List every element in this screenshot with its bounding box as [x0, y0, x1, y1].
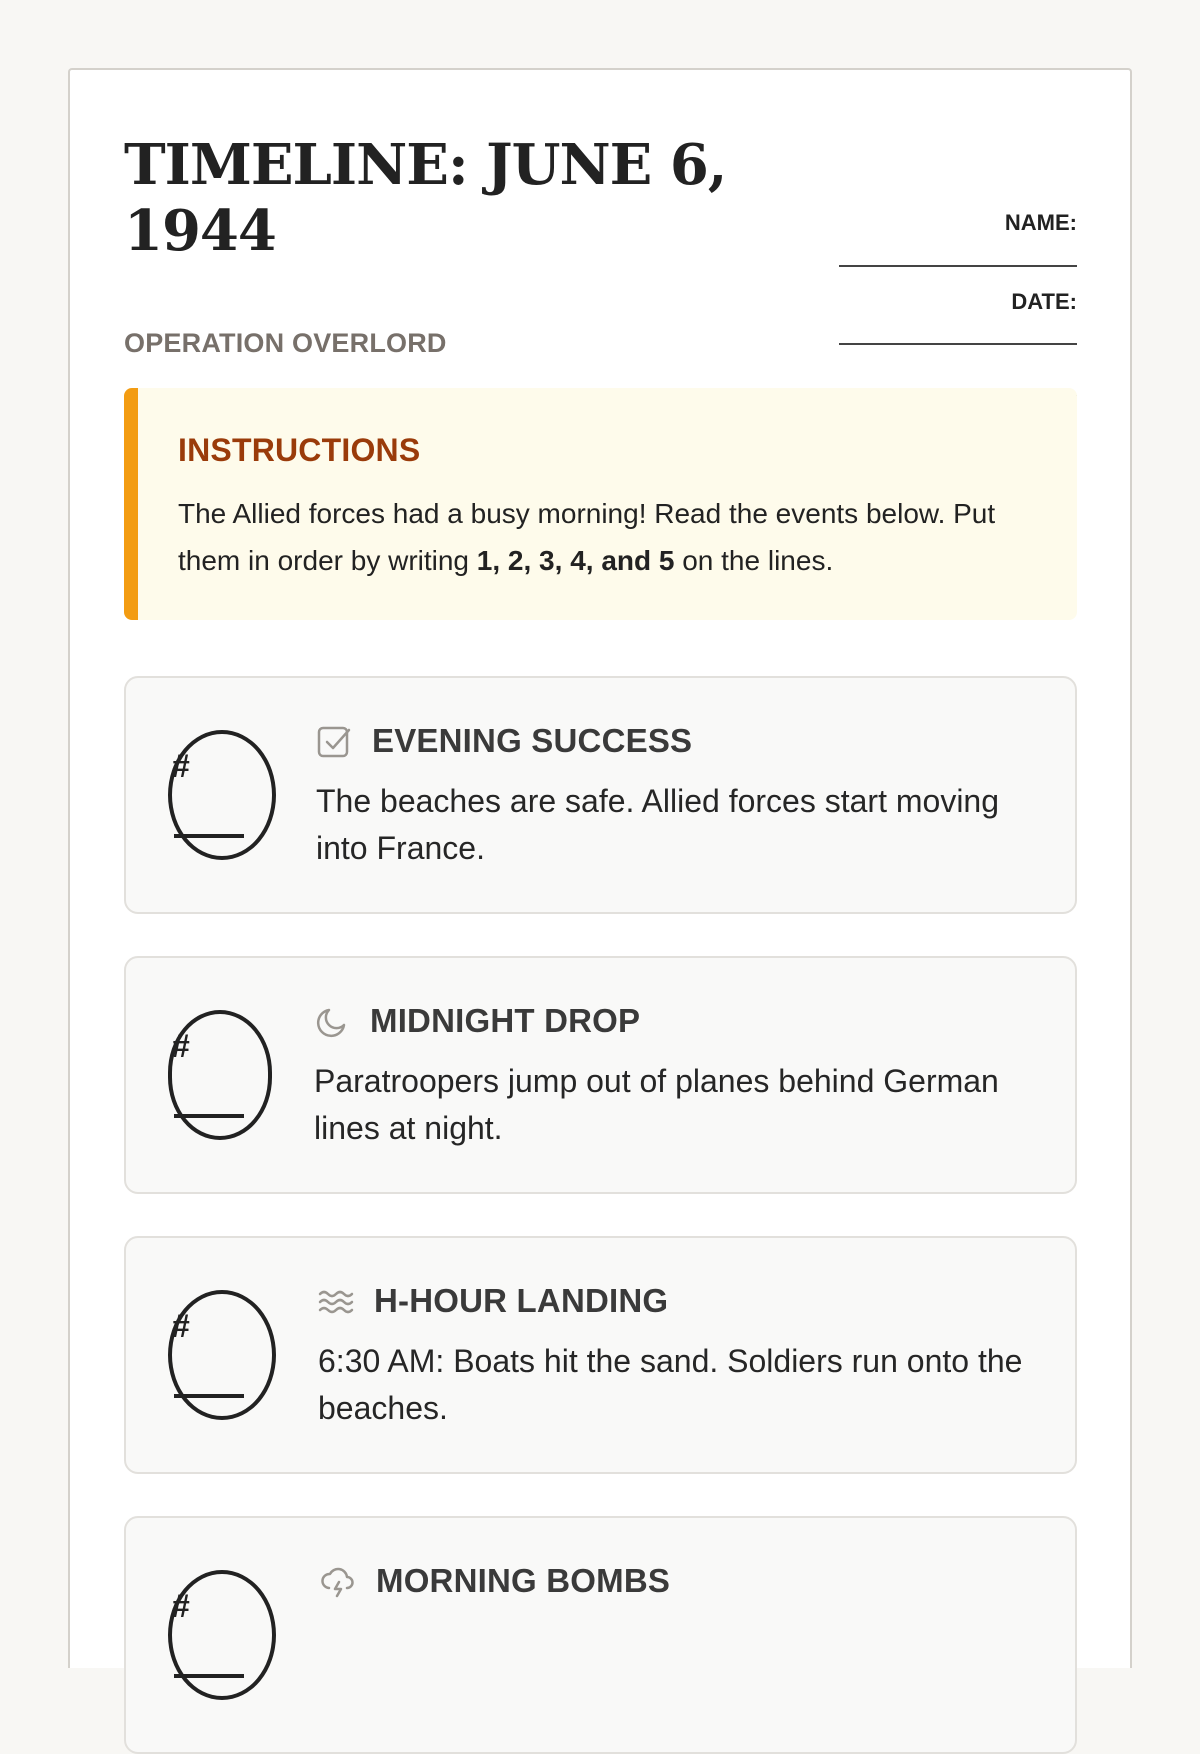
- instructions-accent-bar: [124, 388, 138, 620]
- waves-icon: [318, 1284, 354, 1320]
- instructions-text-end: on the lines.: [674, 545, 834, 576]
- order-number-field[interactable]: [168, 730, 276, 860]
- event-card-midnight-drop: [124, 956, 1077, 1194]
- instructions-box: [124, 388, 1077, 620]
- event-description: 6:30 AM: Boats hit the sand. Soldiers run onto the beaches.: [318, 1343, 1023, 1426]
- instructions-title: INSTRUCTIONS: [178, 432, 421, 468]
- order-hash: #: [172, 1028, 190, 1064]
- instructions-text-bold: 1, 2, 3, 4, and 5: [476, 545, 675, 576]
- moon-icon: [314, 1004, 350, 1040]
- event-title: MIDNIGHT DROP: [370, 1002, 641, 1039]
- event-card-h-hour-landing: [124, 1236, 1077, 1474]
- event-title: MORNING BOMBS: [376, 1562, 671, 1599]
- order-blank-line: [174, 834, 244, 838]
- storm-cloud-icon: [320, 1564, 356, 1600]
- instructions-text-start: The Allied forces had a busy morning! Read the events below. Put them in order by writing: [178, 498, 996, 576]
- worksheet-header: [124, 132, 1077, 398]
- order-blank-line: [174, 1674, 244, 1678]
- order-hash: #: [172, 1308, 190, 1344]
- order-hash: #: [172, 1588, 190, 1624]
- checkbox-icon: [316, 724, 352, 760]
- event-title: EVENING SUCCESS: [372, 722, 693, 759]
- instructions-text: [178, 490, 1058, 584]
- order-blank-line: [174, 1114, 244, 1118]
- worksheet: [68, 68, 1132, 1668]
- name-field-line[interactable]: [839, 265, 1077, 267]
- event-title: H-HOUR LANDING: [374, 1282, 669, 1319]
- order-blank-line: [174, 1394, 244, 1398]
- page-subtitle: OPERATION OVERLORD: [124, 328, 447, 358]
- order-hash: #: [172, 748, 190, 784]
- name-label: NAME:: [1004, 210, 1077, 235]
- date-field-line[interactable]: [839, 343, 1077, 345]
- page-title: TIMELINE: JUNE 6, 1944: [124, 132, 727, 264]
- event-description: Paratroopers jump out of planes behind German lines at night.: [314, 1063, 999, 1146]
- order-number-field[interactable]: [168, 1290, 276, 1420]
- order-number-field[interactable]: [168, 1010, 272, 1140]
- order-number-field[interactable]: [168, 1570, 276, 1700]
- date-label: DATE:: [1011, 289, 1077, 314]
- event-card-evening-success: [124, 676, 1077, 914]
- event-description: The beaches are safe. Allied forces start moving into France.: [316, 783, 1000, 866]
- event-card-morning-bombs: [124, 1516, 1077, 1754]
